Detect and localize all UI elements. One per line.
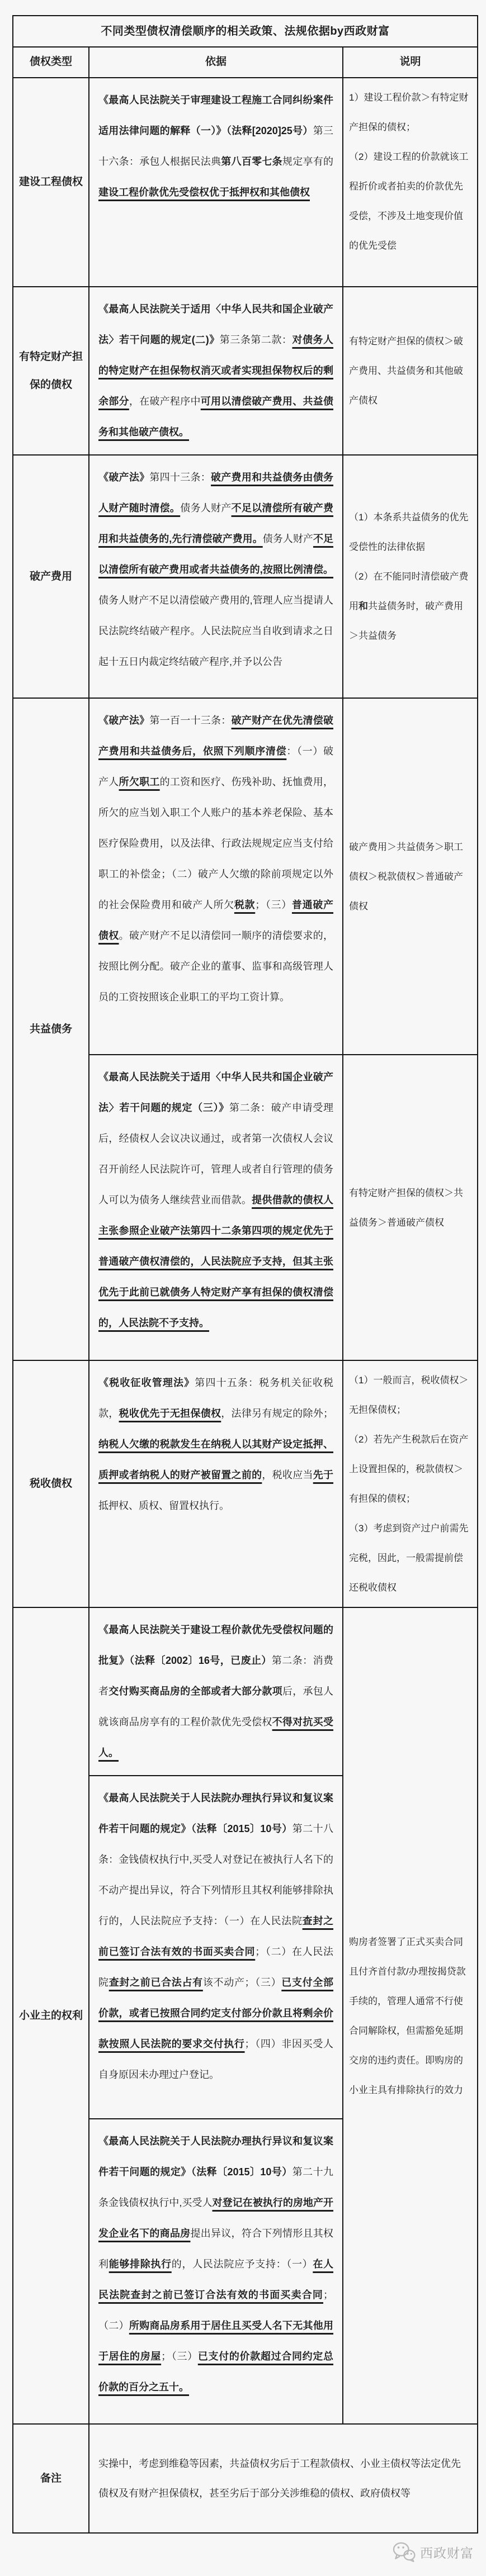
bold-underline-text: 提供借款的债权人主张参照企业破产法第四十二条第四项的规定优先于普通破产债权清偿的，人民法院应予支持，但其主张优先于此前已就债务人特定财产享有担保的债权清偿的，人民法院不予支持。: [98, 1194, 334, 1329]
paragraph: [98, 2126, 333, 2403]
bold-text: 《最高人民法院关于适用〈中华人民共和国企业破产法〉若干问题的规定(二)》: [98, 303, 333, 345]
paragraph: [349, 1178, 471, 1237]
plain-text: ，法律另有规定的除外；: [221, 1408, 334, 1419]
paragraph: [349, 142, 471, 260]
plain-text: 债务人财产: [262, 533, 313, 544]
row-type-label: 共益债务: [13, 698, 89, 1360]
col-header-type: 债权类型: [13, 47, 89, 78]
paragraph: [98, 462, 333, 677]
basis-text: [98, 85, 333, 208]
note-text: [349, 326, 471, 415]
row-type-label: 有特定财产担保的债权: [13, 287, 89, 455]
col-header-basis: 依据: [89, 47, 343, 78]
paragraph: [349, 562, 471, 651]
plain-text: 共益债务时，破产费用＞共益债务: [349, 601, 463, 641]
bold-underline-text: 查封之前已合法占有: [108, 1977, 203, 1988]
note-cell: [343, 78, 478, 287]
note-cell: [343, 1607, 478, 2424]
basis-text: [98, 1368, 333, 1521]
table-row-bankruptcy-expense: [13, 455, 478, 698]
plain-text: ：（一）破产人: [98, 746, 334, 787]
bold-underline-text: 已支付全部价款，或者已按照合同约定支付部分价款且将剩余价款按照人民法院的要求交付执行: [98, 1977, 334, 2050]
plain-text: 第二条：消费者: [98, 1655, 333, 1697]
bold-underline-text: 可用以清偿破产费用、共益债务和其他破产债权。: [98, 396, 334, 438]
paragraph: [98, 1615, 333, 1768]
row-type-label: 建设工程债权: [13, 78, 89, 287]
bold-underline-text: 税收优先于无担保债权: [119, 1408, 221, 1419]
bold-text: 第八百零七条: [221, 156, 282, 167]
bold-underline-text: 对登记在被执行的房地产开发企业名下的商品房: [98, 2197, 334, 2239]
plain-text: 后，承包人就该商品房享有的工程价款优先受偿权: [98, 1686, 334, 1728]
table-row-homeowner-rights-a: [13, 1607, 478, 1776]
plain-text: ，在破产程序中: [129, 396, 201, 407]
bold-underline-text: 普通破产债权: [98, 899, 334, 941]
basis-cell: [89, 1607, 343, 1776]
plain-text: ；（二）在人民法院: [98, 1946, 334, 1988]
bold-underline-text: 破产费用和共益债务由债务人财产随时清偿。: [98, 472, 334, 514]
plain-text: 规定享有的: [282, 156, 334, 167]
basis-text: [98, 1062, 333, 1339]
paragraph: [98, 2449, 468, 2508]
basis-cell: [89, 455, 343, 698]
plain-text: 第三十六条：承包人根据民法典: [98, 125, 333, 167]
bold-text: 和: [358, 601, 368, 611]
debt-priority-table: [12, 15, 478, 2534]
bold-underline-text: 税款: [234, 899, 256, 910]
basis-text: [98, 1783, 333, 2090]
plain-text: 第二十九条金钱债权执行中,买受人: [98, 2166, 333, 2208]
bold-text: 《最高人民法院关于人民法院办理执行异议和复议案件若干问题的规定》（法释〔2015〕10号）: [98, 1792, 333, 1834]
plain-text: （2）在不能同时清偿破产费用: [349, 571, 469, 611]
basis-text: [98, 1615, 333, 1768]
row-type-label: 破产费用: [13, 455, 89, 698]
row-type-label: 税收债权: [13, 1360, 89, 1607]
brand-footer: [392, 2542, 474, 2562]
basis-cell: [89, 78, 343, 287]
plain-text: 债务人财产: [180, 502, 232, 514]
basis-cell: [89, 1055, 343, 1360]
basis-cell: [89, 1776, 343, 2119]
plain-text: 的，人民法院应予支持：（一）: [171, 2259, 313, 2270]
bold-text: 《最高人民法院关于人民法院办理执行异议和复议案件若干问题的规定》（法释〔2015〕10号）: [98, 2136, 333, 2177]
note-text: [349, 832, 471, 921]
paragraph: [349, 83, 471, 142]
plain-text: ，税收应当: [262, 1469, 313, 1481]
row-type-label: 小业主的权利: [13, 1607, 89, 2424]
wechat-icon: [392, 2542, 416, 2562]
paragraph: [98, 294, 333, 448]
basis-cell: [89, 1360, 343, 1607]
note-cell: [343, 698, 478, 1055]
bold-text: 《破产法》: [98, 472, 150, 483]
remark-text: [98, 2449, 468, 2508]
plain-text: 第一百一十三条：: [149, 715, 232, 726]
plain-text: 实操中，考虑到维稳等因素，共益债权劣后于工程款债权、小业主债权等法定优先债权及有财产担保债权，甚至劣后于部分关涉维稳的债权、政府债权等: [98, 2458, 461, 2499]
bold-underline-text: 纳税人欠缴的税款发生在纳税人以其财产设定抵押、质押或者纳税人的财产被留置之前的: [98, 1439, 333, 1481]
note-cell: [343, 1360, 478, 1607]
paragraph: [349, 1365, 471, 1425]
bold-underline-text: 查封之前已签订合法有效的书面买卖合同: [98, 1915, 334, 1957]
plain-text: （1）一般而言，税收债权＞无担保债权；: [349, 1375, 469, 1415]
plain-text: 购房者签署了正式买卖合同且付齐首付款/办理按揭贷款手续的，管理人通常不行使合同解除权，但需豁免延期交房的违约责任。即购房的小业主具有排除执行的效力: [349, 1936, 466, 2095]
plain-text: 的工资和医疗、伤残补助、抚恤费用，所欠的应当划入职工个人账户的基本养老保险、基本医疗保险费用，以及法律、行政法规规定应当支付给职工的补偿金；（二）破产人欠缴的除前项规定以外的社会保险费用和破产人所欠: [98, 776, 334, 910]
table-row-construction-claim: [13, 78, 478, 287]
plain-text: （3）考虑到资产过户前需先完税，因此，一般需提前偿还税收债权: [349, 1523, 469, 1593]
note-text: [349, 1365, 471, 1602]
remark-cell: [89, 2424, 478, 2533]
header-row: [13, 47, 478, 78]
bold-underline-text: 能够排除执行: [108, 2259, 172, 2270]
paragraph: [98, 705, 333, 1013]
paragraph: [349, 1927, 471, 2105]
paragraph: [349, 832, 471, 921]
note-text: [349, 502, 471, 651]
bold-text: 《税收征收管理法》: [98, 1377, 195, 1388]
bold-text: 《最高人民法院关于适用〈中华人民共和国企业破产法〉若干问题的规定（三）》: [98, 1071, 333, 1113]
plain-text: 1）建设工程价款＞有特定财产担保的债权；: [349, 92, 469, 132]
plain-text: ；（三）: [161, 2351, 198, 2362]
basis-text: [98, 2126, 333, 2403]
note-cell: [343, 1055, 478, 1360]
paragraph: [349, 1425, 471, 1514]
bold-text: 《最高人民法院关于审理建设工程施工合同纠纷案件适用法律问题的解释（一）》（法释[2020]25号）: [98, 94, 333, 136]
plain-text: 债务人财产不足以清偿破产费用的,管理人应当提请人民法院终结破产程序。人民法院应当自收到请求之日起十五日内裁定终结破产程序,并予以公告: [98, 595, 333, 667]
table-row-tax-claim: [13, 1360, 478, 1607]
row-type-label: 备注: [13, 2424, 89, 2533]
table-row-remark: [13, 2424, 478, 2533]
plain-text: 抵押权、质权、留置权执行。: [98, 1500, 229, 1511]
plain-text: 第四十五条：税务机关征收税款，: [98, 1377, 334, 1419]
note-cell: [343, 287, 478, 455]
basis-cell: [89, 2119, 343, 2424]
note-text: [349, 1927, 471, 2105]
plain-text: 第二条：破产申请受理后，经债权人会议决议通过，或者第一次债权人会议召开前经人民法院许可，管理人或者自行管理的债务人可以为债务人继续营业而借款。: [98, 1102, 334, 1206]
note-text: [349, 1178, 471, 1237]
basis-text: [98, 294, 333, 448]
bold-underline-text: 所购商品房系用于居住且买受人名下无其他用于居住的房屋: [98, 2320, 334, 2362]
bold-underline-text: 不足以清偿所有破产费用和共益债务的,先行清偿破产费用。: [98, 502, 334, 544]
plain-text: （2）若先产生税款后在资产上设置担保的，税款债权＞有担保的债权；: [349, 1434, 469, 1504]
paragraph: [349, 502, 471, 562]
plain-text: （1）本条系共益债务的优先受偿性的法律依据: [349, 512, 469, 552]
basis-text: [98, 462, 333, 677]
plain-text: 破产费用＞共益债务＞职工债权＞税款债权＞普通破产债权: [349, 841, 463, 912]
paragraph: [98, 1062, 333, 1339]
plain-text: 。破产财产不足以清偿同一顺序的清偿要求的，按照比例分配。破产企业的董事、监事和高级管理人员的工资按照该企业职工的平均工资计算。: [98, 930, 333, 1003]
plain-text: 第二十八条：金钱债权执行中,买受人对登记在被执行人名下的不动产提出异议，符合下列情形且其权利能够排除执行的，人民法院应予支持：（一）在人民法院: [98, 1823, 333, 1927]
paragraph: [349, 326, 471, 415]
bold-underline-text: 建设工程价款优先受偿权优于抵押权和其他债权: [98, 187, 310, 198]
paragraph: [98, 85, 333, 208]
bold-underline-text: 已支付的价款超过合同约定总价款的百分之五十。: [98, 2351, 334, 2393]
bold-text: 交付购买商品房的全部或者大部分款项: [108, 1686, 282, 1697]
note-cell: [343, 455, 478, 698]
plain-text: 提出异议，符合下列情形且其权利: [98, 2228, 334, 2270]
plain-text: 有特定财产担保的债权＞共益债务＞普通破产债权: [349, 1187, 463, 1228]
bold-underline-text: 对债务人的特定财产在担保物权消灭或者实现担保物权后的剩余部分: [98, 334, 334, 407]
plain-text: ；（四）非因买受人自身原因未办理过户登记。: [98, 2038, 334, 2080]
col-header-note: 说明: [343, 47, 478, 78]
table-row-secured-claim: [13, 287, 478, 455]
brand-name: 西政财富: [420, 2545, 474, 2560]
plain-text: 第三条第二款：: [219, 334, 292, 345]
bold-text: 《最高人民法院关于建设工程价款优先受偿权问题的批复》（法释〔2002〕16号，已废止）: [98, 1624, 333, 1666]
bold-underline-text: 所欠职工: [119, 776, 160, 787]
bold-underline-text: 在人民法院查封之前已签订合法有效的书面买卖合同: [98, 2259, 334, 2300]
bold-underline-text: 先于: [313, 1469, 334, 1481]
bold-text: 《破产法》: [98, 715, 150, 726]
paragraph: [349, 1514, 471, 1602]
basis-text: [98, 705, 333, 1013]
paragraph: [98, 1783, 333, 2090]
basis-cell: [89, 698, 343, 1055]
table-row-common-benefit-debt-a: [13, 698, 478, 1055]
basis-cell: [89, 287, 343, 455]
plain-text: 该不动产；（三）: [202, 1977, 282, 1988]
plain-text: ；（二）: [98, 2289, 333, 2331]
paragraph: [98, 1368, 333, 1521]
bold-underline-text: 破产财产在优先清偿破产费用和共益债务后，依照下列顺序清偿: [98, 715, 334, 757]
bold-underline-text: 不得对抗买受人。: [98, 1716, 334, 1758]
title-row: [13, 16, 478, 47]
bold-underline-text: 不足以清偿所有破产费用或者共益债务的,按照比例清偿。: [98, 533, 334, 575]
plain-text: 有特定财产担保的债权＞破产费用、共益债务和其他破产债权: [349, 336, 463, 406]
plain-text: 第四十三条：: [149, 472, 211, 483]
note-text: [349, 83, 471, 260]
table-title: 不同类型债权清偿顺序的相关政策、法规依据by西政财富: [13, 16, 478, 47]
plain-text: ；（三）: [255, 899, 292, 910]
plain-text: （2）建设工程的价款就该工程折价或者拍卖的价款优先受偿，不涉及土地变现价值的优先受偿: [349, 151, 469, 251]
